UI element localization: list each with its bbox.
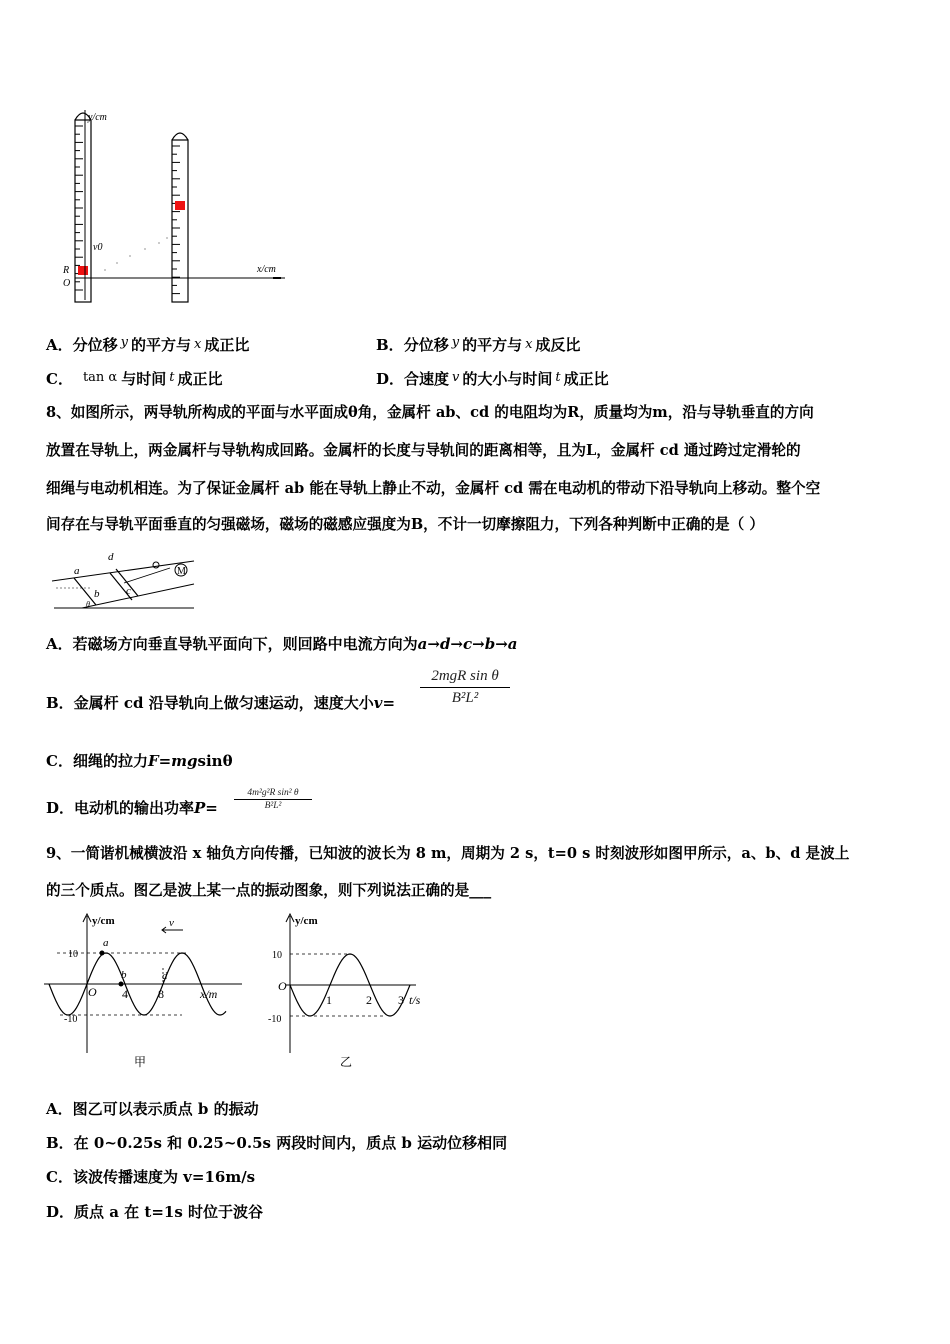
point-a	[100, 951, 105, 956]
q8-b-fraction: 2mgR sin θ B²L²	[420, 668, 510, 707]
q9-stem-line1: 9、一简谐机械横波沿 x 轴负方向传播，已知波的波长为 8 m，周期为 2 s，t=0 s 时刻波形如图甲所示，a、b、d 是波上	[46, 845, 850, 862]
svg-text:1: 1	[326, 993, 332, 1007]
svg-text:8: 8	[158, 987, 164, 1001]
svg-text:a: a	[74, 565, 80, 577]
caption-yi: 乙	[340, 1055, 353, 1068]
svg-text:10: 10	[272, 950, 282, 961]
svg-text:O: O	[278, 979, 287, 993]
svg-text:x/m: x/m	[200, 987, 218, 1001]
q9-option-b[interactable]: B．在 0~0.25s 和 0.25~0.5s 两段时间内，质点 b 运动位移相同	[46, 1134, 508, 1152]
q8-option-a[interactable]: A．若磁场方向垂直导轨平面向下，则回路中电流方向为a→d→c→b→a	[46, 635, 518, 653]
svg-text:θ: θ	[86, 600, 90, 609]
q7-option-a[interactable]: A．分位移 y 的平方与 x 成正比	[46, 335, 250, 354]
svg-text:b: b	[121, 969, 127, 981]
svg-text:10: 10	[68, 949, 78, 960]
q8-stem-line1: 8、如图所示，两导轨所构成的平面与水平面成θ角，金属杆 ab、cd 的电阻均为R，质量均为m，沿与导轨垂直的方向	[46, 404, 814, 421]
red-block-top	[175, 201, 185, 210]
svg-text:d: d	[108, 551, 114, 563]
v0-label: v0	[93, 242, 103, 253]
pulley	[153, 562, 159, 568]
y-axis-label: y/cm	[88, 112, 107, 123]
svg-text:4: 4	[122, 987, 128, 1001]
rail-figure	[44, 548, 204, 614]
svg-text:O: O	[88, 985, 97, 999]
svg-text:b: b	[94, 588, 100, 600]
svg-text:y/cm: y/cm	[295, 915, 318, 927]
r-label: R	[63, 265, 70, 276]
q8-option-b[interactable]: B．金属杆 cd 沿导轨向上做匀速运动，速度大小v=	[46, 694, 396, 712]
svg-text:c: c	[126, 585, 131, 597]
svg-text:2: 2	[366, 993, 372, 1007]
q9-option-a[interactable]: A．图乙可以表示质点 b 的振动	[46, 1100, 259, 1118]
q7-option-b[interactable]: B．分位移 y 的平方与 x 成反比	[376, 335, 581, 354]
vibration-graph-b	[266, 908, 446, 1068]
svg-text:v: v	[169, 917, 174, 929]
origin-label: O	[63, 278, 71, 289]
svg-text:M: M	[177, 566, 186, 577]
q8-stem-line3: 细绳与电动机相连。为了保证金属杆 ab 能在导轨上静止不动，金属杆 cd 需在电动机的带动下沿导轨向上移动。整个空	[46, 480, 821, 497]
svg-text:y/cm: y/cm	[92, 915, 115, 927]
svg-text:-10: -10	[268, 1014, 282, 1025]
q8-option-d[interactable]: D．电动机的输出功率P=	[46, 799, 218, 817]
q8-option-c[interactable]: C．细绳的拉力F=mgsinθ	[46, 752, 233, 770]
svg-text:3: 3	[398, 993, 404, 1007]
wave-graph-a	[42, 908, 242, 1068]
q9-option-d[interactable]: D．质点 a 在 t=1s 时位于波谷	[46, 1203, 263, 1221]
q7-option-c[interactable]: C． tan α 与时间 t 成正比	[46, 370, 223, 388]
q9-option-c[interactable]: C．该波传播速度为 v=16m/s	[46, 1168, 256, 1186]
svg-text:d: d	[162, 970, 168, 982]
caption-jia: 甲	[134, 1055, 147, 1068]
q7-option-d[interactable]: D．合速度 v 的大小与时间 t 成正比	[376, 370, 609, 388]
point-b	[119, 982, 124, 987]
x-axis-label: x/cm	[257, 264, 276, 275]
q9-stem-line2: 的三个质点。图乙是波上某一点的振动图象，则下列说法正确的是___	[46, 882, 492, 899]
q8-stem-line2: 放置在导轨上，两金属杆与导轨构成回路。金属杆的长度与导轨间的距离相等，且为L，金属杆 cd 通过跨过定滑轮的	[46, 442, 801, 459]
red-block-bottom	[78, 266, 88, 275]
tube-figure	[55, 100, 295, 310]
q8-d-fraction: 4m²g²R sin² θ B²L²	[234, 788, 312, 811]
q8-stem-line4: 间存在与导轨平面垂直的匀强磁场，磁场的磁感应强度为B，不计一切摩擦阻力，下列各种判断中正确的是（ ）	[46, 516, 764, 533]
svg-text:t/s: t/s	[409, 993, 421, 1007]
svg-text:a: a	[103, 937, 109, 949]
svg-text:-10: -10	[64, 1014, 78, 1025]
